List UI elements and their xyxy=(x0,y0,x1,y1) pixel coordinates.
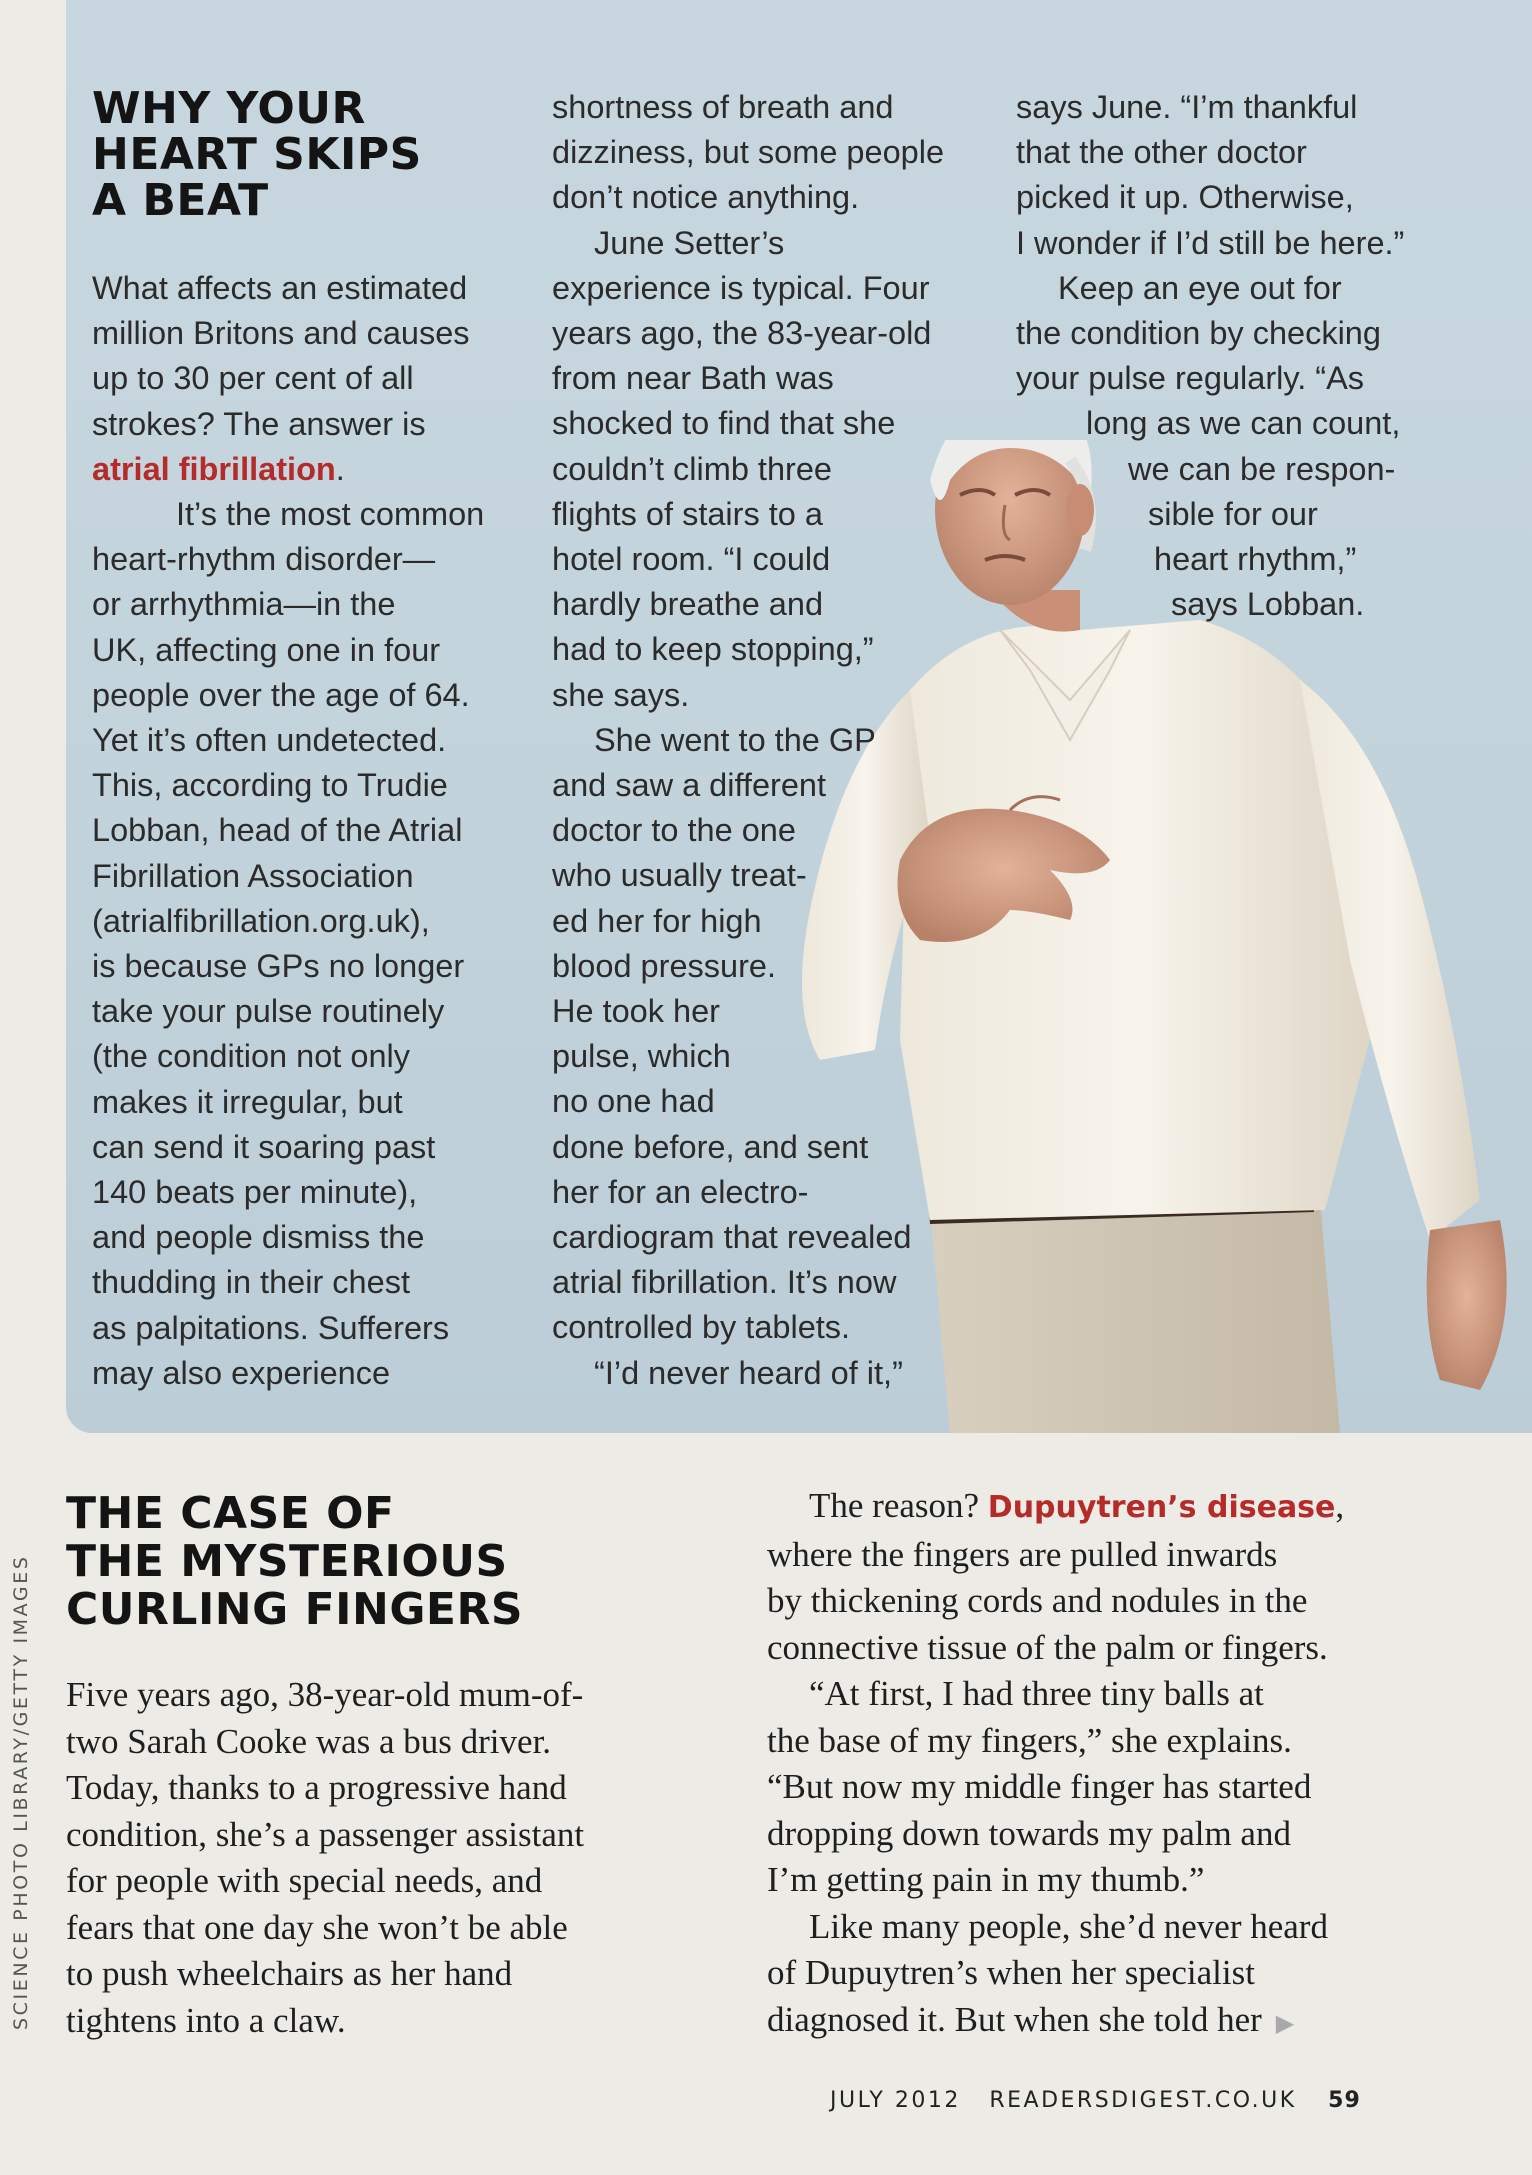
text-line: people over the age of 64. xyxy=(92,676,470,713)
text-line: done before, and sent xyxy=(552,1128,869,1165)
text-line: This, according to Trudie xyxy=(92,767,448,804)
text-line: and saw a different xyxy=(552,767,827,804)
text-line: and people dismiss the xyxy=(92,1219,425,1256)
text-line: where the fingers are pulled inwards xyxy=(767,1534,1278,1574)
text-line: says June. “I’m thankful xyxy=(1016,89,1358,125)
text-line: shortness of breath and xyxy=(552,89,894,125)
text-line: hardly breathe and xyxy=(552,586,824,623)
text-line: Like many people, she’d never heard xyxy=(809,1906,1328,1946)
text-line: hotel room. “I could xyxy=(552,541,831,578)
text-line: for people with special needs, and xyxy=(66,1861,543,1900)
text-line: picked it up. Otherwise, xyxy=(1016,179,1354,216)
text-line: by thickening cords and nodules in the xyxy=(767,1581,1308,1620)
text-line: sible for our xyxy=(1148,495,1318,532)
text-line: Fibrillation Association xyxy=(92,857,414,894)
text-line: What affects an estimated xyxy=(92,270,468,306)
section2-column-2: The reason? Dupuytren’s disease, where the fingers are pulled inwards by thickening cords and nodules in the connective tissue of the palm or fingers. “At first, I had three tiny balls at the base of my fingers,” she explains. “But now my middle finger has started dropping down towards my palm and I’m getting pain in my thumb.” Like many people, she’d never heard of Dupuytren’s when her specialist diagnosed it. But when she told her ▶ xyxy=(767,1486,1345,2039)
highlight-atrial-fibrillation: atrial fibrillation xyxy=(92,450,336,487)
site-name: READERSDIGEST.CO.UK xyxy=(989,2088,1297,2113)
text-line: pulse, which xyxy=(552,1038,731,1075)
text-line: (the condition not only xyxy=(92,1038,410,1075)
text-line: atrial fibrillation. It’s now xyxy=(552,1264,897,1301)
text-line: don’t notice anything. xyxy=(552,179,860,216)
text-line: I’m getting pain in my thumb.” xyxy=(767,1860,1205,1899)
text-line: UK, affecting one in four xyxy=(92,631,441,668)
text-line: ed her for high xyxy=(552,902,762,939)
text-line: shocked to find that she xyxy=(552,405,896,442)
text-line: as palpitations. Sufferers xyxy=(92,1309,450,1346)
text-line: Keep an eye out for xyxy=(1058,269,1342,306)
text-line: controlled by tablets. xyxy=(552,1309,851,1346)
photo-credit: SCIENCE PHOTO LIBRARY/GETTY IMAGES xyxy=(10,1554,32,2030)
text-line: June Setter’s xyxy=(594,224,785,261)
continue-arrow-icon: ▶ xyxy=(1275,2010,1295,2037)
text-line: He took her xyxy=(552,993,721,1030)
text-line: up to 30 per cent of all xyxy=(92,360,414,397)
section1-column-2 xyxy=(552,85,944,1396)
text-line: she says. xyxy=(552,676,690,713)
text-line: connective tissue of the palm or fingers. xyxy=(767,1627,1328,1667)
text-line: I wonder if I’d still be here.” xyxy=(1016,224,1405,261)
text-line: of Dupuytren’s when her specialist xyxy=(767,1953,1255,1992)
page-number: 59 xyxy=(1328,2088,1361,2113)
text-line: years ago, the 83-year-old xyxy=(552,315,932,352)
text-line: diagnosed it. But when she told her xyxy=(767,1999,1262,2039)
text-line: no one had xyxy=(552,1083,715,1120)
issue-date: JULY 2012 xyxy=(830,2088,961,2113)
text-line: take your pulse routinely xyxy=(92,993,445,1030)
text-line: the base of my fingers,” she explains. xyxy=(767,1720,1292,1760)
text-line: had to keep stopping,” xyxy=(552,631,874,668)
text-line: cardiogram that revealed xyxy=(552,1219,912,1256)
text-line: we can be respon- xyxy=(1128,450,1396,487)
text-line: may also experience xyxy=(92,1354,391,1391)
section1-column-1: What affects an estimated million Britons and causes up to 30 per cent of all strokes? The answer is atrial fibrillation. It’s the most common heart-rhythm disorder— or arrhythmia—in the UK, affecting one in four people over the age of 64. Yet it’s often undetected. This, according to Trudie Lobban, head of the Atrial Fibrillation Association (atrialfibrillation.org.uk), is because GPs no longer take your pulse routinely (the condition not only makes it irregular, but can send it soaring past 140 beats per minute), and people dismiss the thudding in their chest as palpitations. Sufferers may also experience xyxy=(92,266,484,1396)
text-line: million Britons and causes xyxy=(92,315,470,352)
text-line: couldn’t climb three xyxy=(552,450,832,487)
text-line: “But now my middle finger has started xyxy=(767,1767,1312,1806)
text-line: says Lobban. xyxy=(1171,586,1365,623)
text-line: condition, she’s a passenger assistant xyxy=(66,1814,585,1854)
text-line: long as we can count, xyxy=(1086,405,1401,442)
text-line: your pulse regularly. “As xyxy=(1016,360,1365,397)
text-line: “At first, I had three tiny balls at xyxy=(809,1674,1264,1713)
text-line: or arrhythmia—in the xyxy=(92,586,396,623)
text-line: The reason? xyxy=(809,1486,980,1525)
text-line: from near Bath was xyxy=(552,360,834,397)
text-line: Today, thanks to a progressive hand xyxy=(66,1768,567,1807)
text-line: 140 beats per minute), xyxy=(92,1174,418,1211)
section1-column-3 xyxy=(1016,85,1404,627)
text-line: It’s the most common xyxy=(176,496,485,533)
text-line: dropping down towards my palm and xyxy=(767,1813,1291,1853)
text-line: to push wheelchairs as her hand xyxy=(66,1954,513,1993)
text-line: Five years ago, 38-year-old mum-of- xyxy=(66,1675,584,1714)
text-line: makes it irregular, but xyxy=(92,1083,403,1120)
text-line: two Sarah Cooke was a bus driver. xyxy=(66,1721,552,1761)
text-line: her for an electro- xyxy=(552,1173,809,1210)
text-line: doctor to the one xyxy=(552,812,796,849)
text-line: that the other doctor xyxy=(1016,134,1307,171)
text-line: (atrialfibrillation.org.uk), xyxy=(92,902,430,939)
text-line: She went to the GP xyxy=(594,721,876,758)
text-line: blood pressure. xyxy=(552,947,777,984)
text-line: thudding in their chest xyxy=(92,1264,410,1301)
text-line: heart rhythm,” xyxy=(1154,541,1357,578)
text-line: Yet it’s often undetected. xyxy=(92,722,447,759)
text-line: the condition by checking xyxy=(1016,315,1381,352)
text-line: Lobban, head of the Atrial xyxy=(92,812,463,849)
heading-mysterious-curling-fingers: THE CASE OF THE MYSTERIOUS CURLING FINGERS xyxy=(66,1488,524,1635)
text-line: strokes? The answer is xyxy=(92,405,426,442)
text-line: experience is typical. Four xyxy=(552,269,930,306)
page-footer xyxy=(830,2088,1361,2113)
text-line: fears that one day she won’t be able xyxy=(66,1907,568,1947)
text-line: dizziness, but some people xyxy=(552,134,945,171)
text-line: tightens into a claw. xyxy=(66,2000,346,2040)
text-line: flights of stairs to a xyxy=(552,495,823,532)
heading-heart-skips-a-beat: WHY YOUR HEART SKIPS A BEAT xyxy=(92,83,422,226)
text-line: “I’d never heard of it,” xyxy=(594,1354,903,1391)
section2-column-1 xyxy=(66,1672,584,2044)
text-line: is because GPs no longer xyxy=(92,948,465,985)
text-line: heart-rhythm disorder— xyxy=(92,541,436,578)
text-line: can send it soaring past xyxy=(92,1128,436,1165)
highlight-dupuytrens-disease: Dupuytren’s disease xyxy=(987,1490,1336,1525)
text-line: who usually treat- xyxy=(552,857,807,894)
